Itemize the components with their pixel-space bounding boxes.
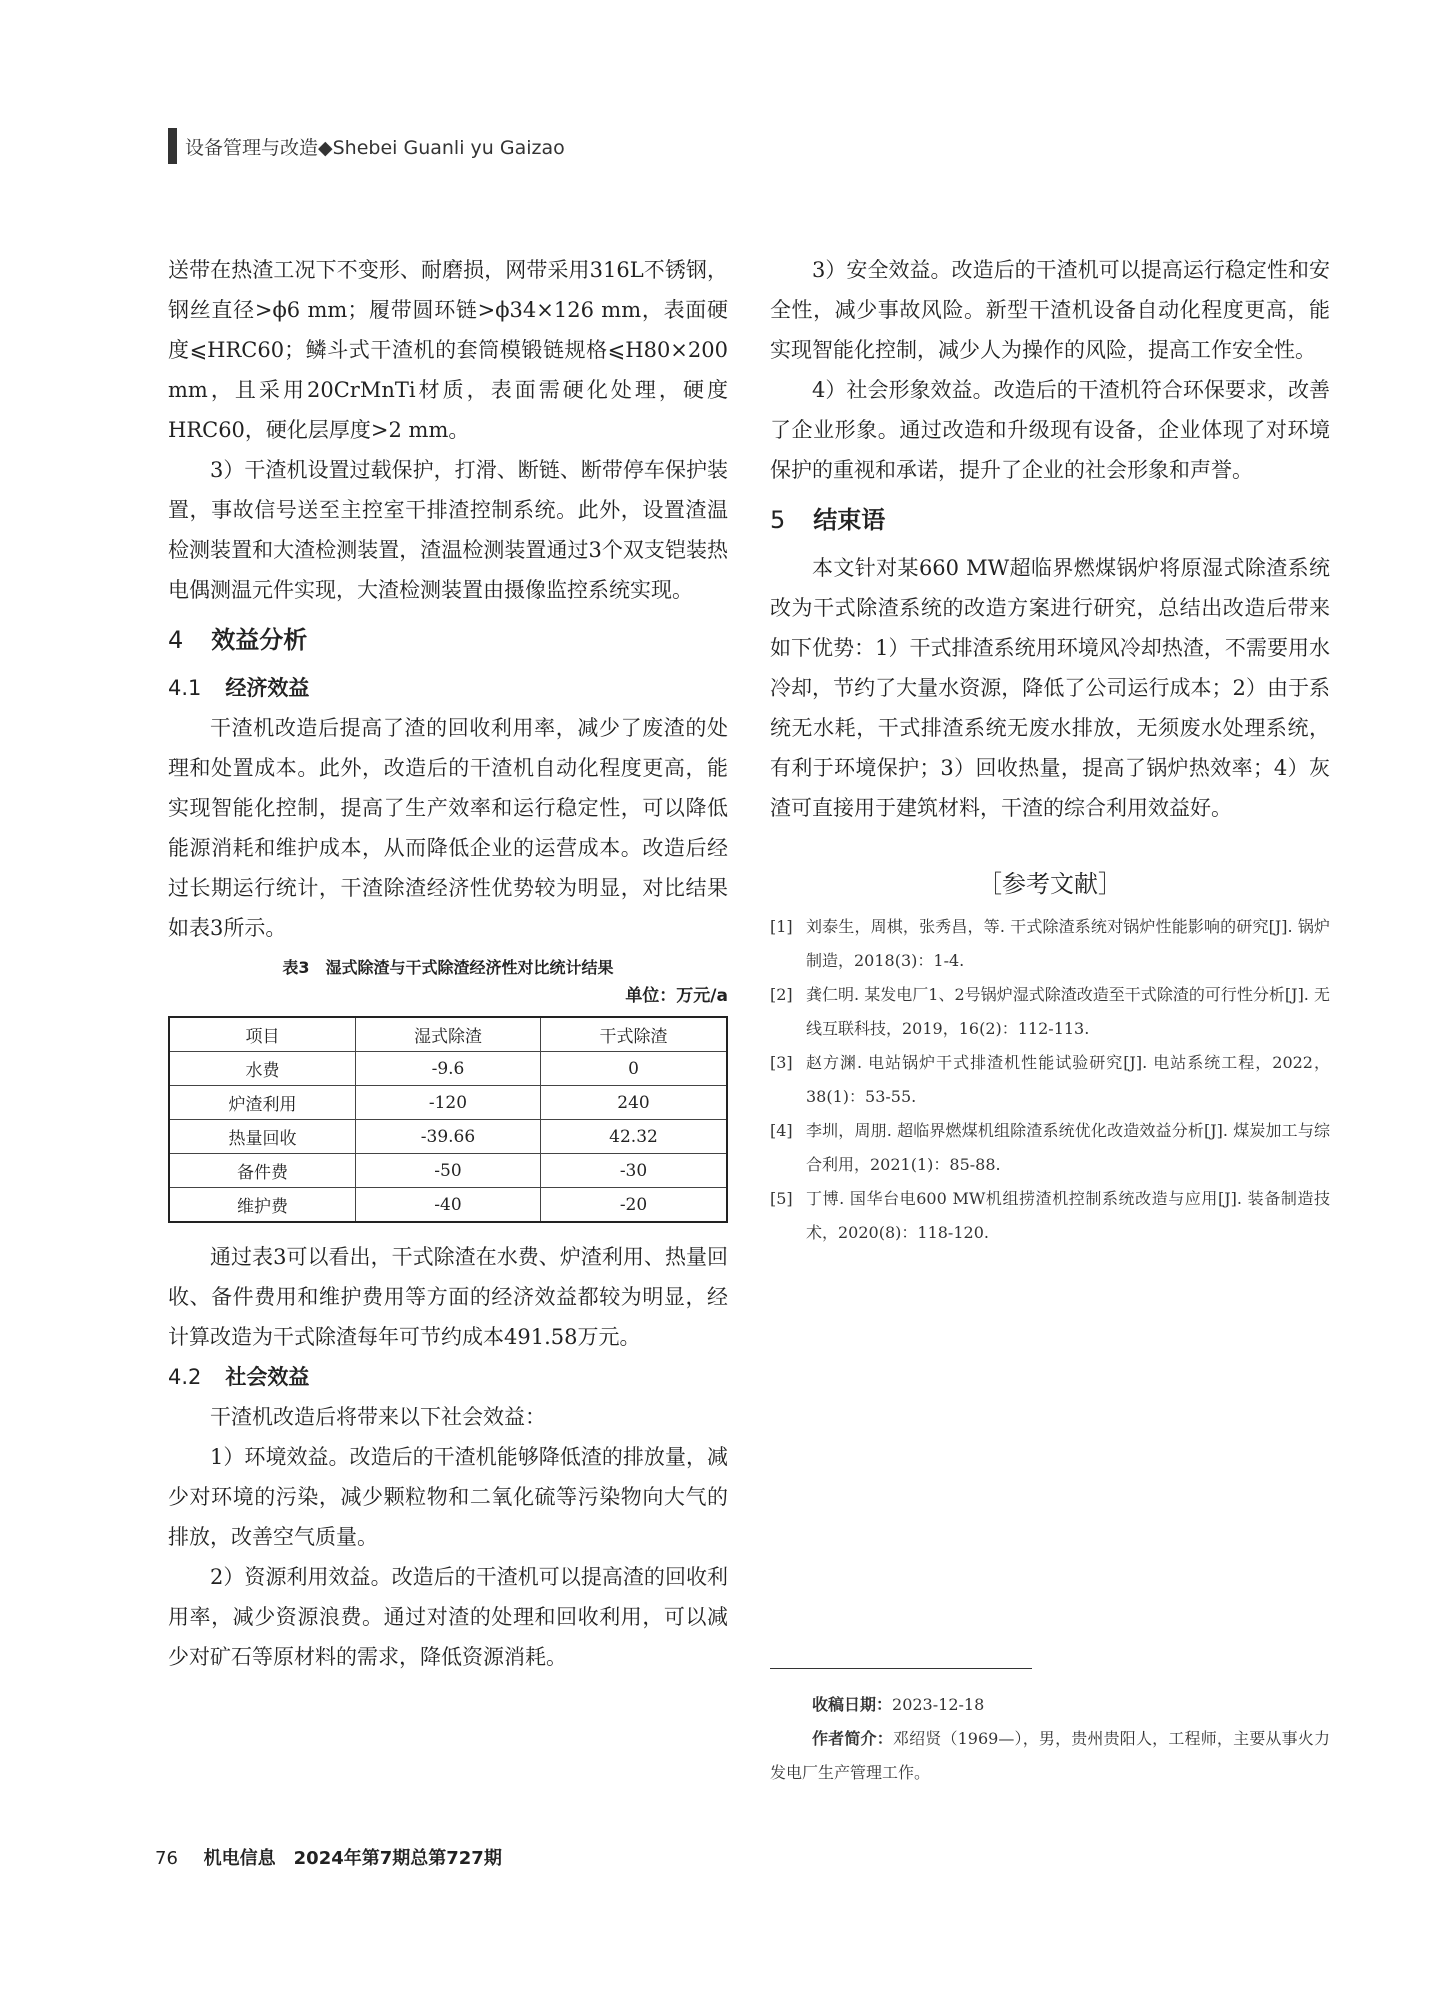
reference-text: 丁博. 国华台电600 MW机组捞渣机控制系统改造与应用[J]. 装备制造技术，2020(8)：118-120.	[806, 1189, 1330, 1242]
reference-index: [2]	[770, 985, 793, 1004]
footnote-divider	[770, 1668, 1032, 1669]
table-cell: -120	[355, 1086, 540, 1120]
paragraph: 2）资源利用效益。改造后的干渣机可以提高渣的回收利用率，减少资源浪费。通过对渣的处理和回收利用，可以减少对矿石等原材料的需求，降低资源消耗。	[168, 1565, 728, 1669]
table-header-row	[169, 1017, 727, 1052]
page-footer	[155, 1844, 502, 1870]
running-header	[168, 128, 565, 164]
table-cell: 炉渣利用	[169, 1086, 355, 1120]
journal-info: 机电信息 2024年第7期总第727期	[203, 1848, 502, 1869]
table-unit: 单位：万元/a	[625, 986, 728, 1006]
subsection-title: 经济效益	[225, 676, 310, 700]
table-cell: 0	[541, 1052, 727, 1086]
table-cell: 备件费	[169, 1154, 355, 1188]
received-label: 收稿日期：	[812, 1695, 893, 1714]
right-column	[770, 250, 1330, 1250]
paragraph: 4）社会形象效益。改造后的干渣机符合环保要求，改善了企业形象。通过改造和升级现有设备，企业体现了对环境保护的重视和承诺，提升了企业的社会形象和声誉。	[770, 378, 1330, 482]
table-cell: -39.66	[355, 1120, 540, 1154]
paragraph: 本文针对某660 MW超临界燃煤锅炉将原湿式除渣系统改为干式除渣系统的改造方案进行研究，总结出改造后带来如下优势：1）干式排渣系统用环境风冷却热渣，不需要用水冷却，节约了大量水资源，降低了公司运行成本；2）由于系统无水耗，干式排渣系统无废水排放，无须废水处理系统，有利于环境保护；3）回收热量，提高了锅炉热效率；4）灰渣可直接用于建筑材料，干渣的综合利用效益好。	[770, 556, 1330, 820]
paragraph: 通过表3可以看出，干式除渣在水费、炉渣利用、热量回收、备件费用和维护费用等方面的经济效益都较为明显，经计算改造为干式除渣每年可节约成本491.58万元。	[168, 1245, 728, 1349]
table-header-cell: 项目	[169, 1017, 355, 1052]
table-cell: 42.32	[541, 1120, 727, 1154]
section-title: 结束语	[813, 506, 886, 534]
reference-item	[770, 910, 1330, 978]
reference-index: [1]	[770, 917, 793, 936]
header-bar	[168, 128, 177, 164]
received-date-line	[770, 1688, 1330, 1722]
page-number: 76	[155, 1848, 178, 1869]
table-header-cell: 干式除渣	[541, 1017, 727, 1052]
section-heading	[168, 616, 728, 664]
reference-text: 赵方渊. 电站锅炉干式排渣机性能试验研究[J]. 电站系统工程，2022，38(1)：53-55.	[806, 1053, 1330, 1106]
footnote	[770, 1688, 1330, 1790]
table-header-cell: 湿式除渣	[355, 1017, 540, 1052]
reference-index: [4]	[770, 1121, 793, 1140]
section-heading	[770, 496, 1330, 544]
reference-item	[770, 978, 1330, 1046]
paragraph: 干渣机改造后将带来以下社会效益：	[210, 1405, 546, 1429]
table-caption: 表3 湿式除渣与干式除渣经济性对比统计结果	[282, 958, 614, 977]
paragraph: 3）安全效益。改造后的干渣机可以提高运行稳定性和安全性，减少事故风险。新型干渣机设备自动化程度更高，能实现智能化控制，减少人为操作的风险，提高工作安全性。	[770, 258, 1330, 362]
table-row	[169, 1052, 727, 1086]
table-row	[169, 1154, 727, 1188]
reference-index: [3]	[770, 1053, 793, 1072]
table-cell: -20	[541, 1188, 727, 1223]
reference-text: 刘泰生，周棋，张秀昌，等. 干式除渣系统对锅炉性能影响的研究[J]. 锅炉制造，2018(3)：1-4.	[806, 917, 1330, 970]
subsection-number: 4.1	[168, 676, 202, 700]
received-date: 2023-12-18	[892, 1695, 985, 1714]
subsection-number: 4.2	[168, 1365, 202, 1389]
table-cell: -30	[541, 1154, 727, 1188]
section-number: 5	[770, 506, 786, 534]
table-cell: -9.6	[355, 1052, 540, 1086]
subsection-heading	[168, 1357, 728, 1397]
section-number: 4	[168, 626, 184, 654]
table-cell: 维护费	[169, 1188, 355, 1223]
table-row	[169, 1086, 727, 1120]
left-column	[168, 250, 728, 1677]
author-bio-line	[770, 1722, 1330, 1790]
reference-item	[770, 1182, 1330, 1250]
subsection-heading	[168, 668, 728, 708]
comparison-table	[168, 1016, 728, 1223]
author-label: 作者简介：	[812, 1729, 893, 1748]
table-row	[169, 1188, 727, 1223]
references-title: ［参考文献］	[978, 870, 1122, 898]
reference-item	[770, 1114, 1330, 1182]
reference-text: 李圳，周朋. 超临界燃煤机组除渣系统优化改造效益分析[J]. 煤炭加工与综合利用，2021(1)：85-88.	[806, 1121, 1330, 1174]
paragraph: 送带在热渣工况下不变形、耐磨损，网带采用316L不锈钢，钢丝直径>ϕ6 mm；履带圆环链>ϕ34×126 mm，表面硬度⩽HRC60；鳞斗式干渣机的套筒模锻链规格⩽H80×200 mm，且采用20CrMnTi材质，表面需硬化处理，硬度HRC60，硬化层厚度>2 mm。	[168, 258, 728, 442]
table-cell: 240	[541, 1086, 727, 1120]
paragraph: 干渣机改造后提高了渣的回收利用率，减少了废渣的处理和处置成本。此外，改造后的干渣机自动化程度更高，能实现智能化控制，提高了生产效率和运行稳定性，可以降低能源消耗和维护成本，从而降低企业的运营成本。改造后经过长期运行统计，干渣除渣经济性优势较为明显，对比结果如表3所示。	[168, 716, 728, 940]
reference-item	[770, 1046, 1330, 1114]
section-title: 效益分析	[211, 626, 308, 654]
table-row	[169, 1120, 727, 1154]
subsection-title: 社会效益	[225, 1365, 310, 1389]
table-cell: -40	[355, 1188, 540, 1223]
author-text: 邓绍贤（1969—），男，贵州贵阳人，工程师，主要从事火力发电厂生产管理工作。	[770, 1729, 1330, 1782]
table-cell: 热量回收	[169, 1120, 355, 1154]
table-cell: -50	[355, 1154, 540, 1188]
header-text: 设备管理与改造◆Shebei Guanli yu Gaizao	[185, 136, 565, 159]
paragraph: 1）环境效益。改造后的干渣机能够降低渣的排放量，减少对环境的污染，减少颗粒物和二氧化硫等污染物向大气的排放，改善空气质量。	[168, 1445, 728, 1549]
reference-text: 龚仁明. 某发电厂1、2号锅炉湿式除渣改造至干式除渣的可行性分析[J]. 无线互联科技，2019，16(2)：112-113.	[806, 985, 1330, 1038]
table-cell: 水费	[169, 1052, 355, 1086]
paragraph: 3）干渣机设置过载保护，打滑、断链、断带停车保护装置，事故信号送至主控室干排渣控制系统。此外，设置渣温检测装置和大渣检测装置，渣温检测装置通过3个双支铠装热电偶测温元件实现，大渣检测装置由摄像监控系统实现。	[168, 458, 728, 602]
reference-index: [5]	[770, 1189, 793, 1208]
